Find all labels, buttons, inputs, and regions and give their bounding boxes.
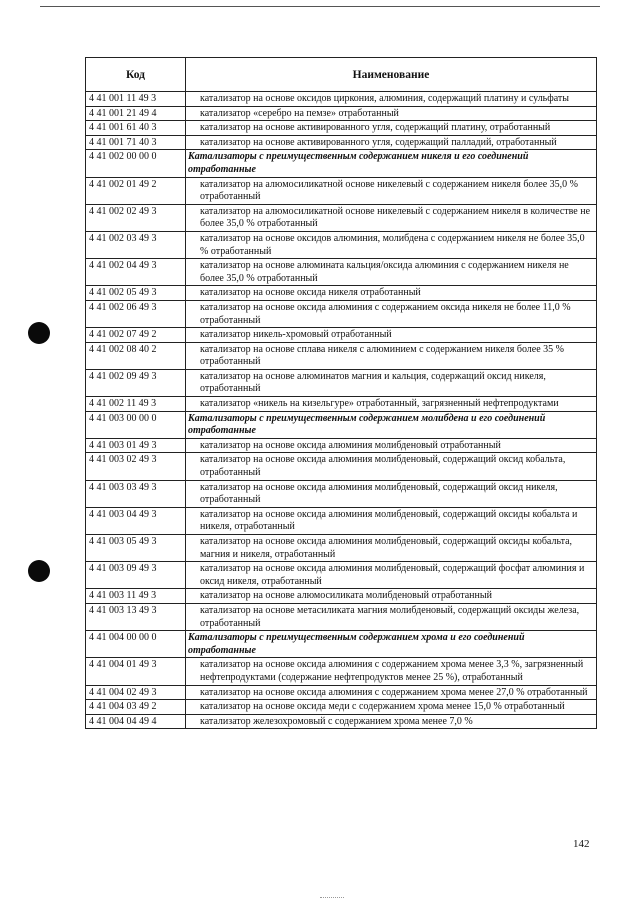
table-row — [86, 603, 597, 630]
table-row — [86, 685, 597, 700]
name-cell: катализатор «серебро на пемзе» отработанный — [186, 106, 597, 121]
table-body — [86, 92, 597, 729]
name-cell: катализатор на основе оксида алюминия молибденовый, содержащий оксид никеля, отработанный — [186, 480, 597, 507]
table-row — [86, 328, 597, 343]
code-cell: 4 41 002 06 49 3 — [86, 300, 186, 327]
code-cell: 4 41 002 11 49 3 — [86, 397, 186, 412]
code-cell: 4 41 002 05 49 3 — [86, 286, 186, 301]
table-row — [86, 106, 597, 121]
name-cell: катализатор на основе оксида алюминия молибденовый отработанный — [186, 438, 597, 453]
table-row — [86, 342, 597, 369]
table-row — [86, 92, 597, 107]
punch-hole — [28, 322, 50, 344]
name-cell: катализатор никель-хромовый отработанный — [186, 328, 597, 343]
table-row — [86, 300, 597, 327]
table-row — [86, 507, 597, 534]
table-row — [86, 204, 597, 231]
section-title-cell: Катализаторы с преимущественным содержанием молибдена и его соединений отработанные — [186, 411, 597, 438]
page-number: 142 — [573, 838, 590, 850]
code-cell: 4 41 002 01 49 2 — [86, 177, 186, 204]
code-cell: 4 41 003 05 49 3 — [86, 535, 186, 562]
name-cell: катализатор на алюмосиликатной основе никелевый с содержанием никеля более 35,0 % отработанный — [186, 177, 597, 204]
code-cell: 4 41 003 04 49 3 — [86, 507, 186, 534]
code-cell: 4 41 003 00 00 0 — [86, 411, 186, 438]
table-row — [86, 231, 597, 258]
name-cell: катализатор на основе оксида алюминия с содержанием хрома менее 3,3 %, загрязненный нефтепродуктами (содержание нефтепродуктов менее 25 %), отработанный — [186, 658, 597, 685]
table-row — [86, 480, 597, 507]
code-cell: 4 41 003 01 49 3 — [86, 438, 186, 453]
code-cell: 4 41 003 09 49 3 — [86, 562, 186, 589]
table-row — [86, 135, 597, 150]
punch-hole — [28, 560, 50, 582]
waste-code-table-container — [85, 57, 596, 729]
name-cell: катализатор на основе оксида алюминия молибденовый, содержащий фосфат алюминия и оксид никеля, отработанный — [186, 562, 597, 589]
code-cell: 4 41 004 02 49 3 — [86, 685, 186, 700]
name-cell: катализатор на основе алюминатов магния и кальция, содержащий оксид никеля, отработанный — [186, 369, 597, 396]
table-row — [86, 714, 597, 729]
code-cell: 4 41 002 02 49 3 — [86, 204, 186, 231]
table-row — [86, 369, 597, 396]
name-cell: катализатор «никель на кизельгуре» отработанный, загрязненный нефтепродуктами — [186, 397, 597, 412]
name-cell: катализатор на основе метасиликата магния молибденовый, содержащий оксиды железа, отработанный — [186, 603, 597, 630]
name-cell: катализатор на основе алюмосиликата молибденовый отработанный — [186, 589, 597, 604]
code-cell: 4 41 004 03 49 2 — [86, 700, 186, 715]
name-cell: катализатор на основе активированного угля, содержащий палладий, отработанный — [186, 135, 597, 150]
section-title-cell: Катализаторы с преимущественным содержанием никеля и его соединений отработанные — [186, 150, 597, 177]
table-row — [86, 700, 597, 715]
section-row — [86, 411, 597, 438]
table-row — [86, 562, 597, 589]
code-cell: 4 41 002 00 00 0 — [86, 150, 186, 177]
name-cell: катализатор на основе оксидов циркония, алюминия, содержащий платину и сульфаты — [186, 92, 597, 107]
name-cell: катализатор на основе оксида никеля отработанный — [186, 286, 597, 301]
code-cell: 4 41 002 08 40 2 — [86, 342, 186, 369]
name-cell: катализатор на основе оксидов алюминия, молибдена с содержанием никеля не более 35,0 % отработанный — [186, 231, 597, 258]
name-cell: катализатор на основе оксида алюминия молибденовый, содержащий оксиды кобальта, магния и никеля, отработанный — [186, 535, 597, 562]
name-cell: катализатор на алюмосиликатной основе никелевый с содержанием никеля в количестве не более 35,0 % отработанный — [186, 204, 597, 231]
name-cell: катализатор на основе оксида алюминия молибденовый, содержащий оксид кобальта, отработанный — [186, 453, 597, 480]
table-row — [86, 453, 597, 480]
table-row — [86, 259, 597, 286]
bottom-scan-mark — [320, 897, 344, 898]
name-cell: катализатор на основе оксида алюминия с содержанием хрома менее 27,0 % отработанный — [186, 685, 597, 700]
name-cell: катализатор железохромовый с содержанием хрома менее 7,0 % — [186, 714, 597, 729]
section-title-cell: Катализаторы с преимущественным содержанием хрома и его соединений отработанные — [186, 631, 597, 658]
code-cell: 4 41 001 61 40 3 — [86, 121, 186, 136]
code-cell: 4 41 001 11 49 3 — [86, 92, 186, 107]
column-header-code: Код — [86, 58, 186, 92]
table-header-row — [86, 58, 597, 92]
table-row — [86, 397, 597, 412]
code-cell: 4 41 003 03 49 3 — [86, 480, 186, 507]
name-cell: катализатор на основе оксида алюминия молибденовый, содержащий оксиды кобальта и никеля, отработанный — [186, 507, 597, 534]
code-cell: 4 41 003 13 49 3 — [86, 603, 186, 630]
table-row — [86, 658, 597, 685]
table-row — [86, 438, 597, 453]
code-cell: 4 41 004 00 00 0 — [86, 631, 186, 658]
code-cell: 4 41 001 21 49 4 — [86, 106, 186, 121]
name-cell: катализатор на основе оксида алюминия с содержанием оксида никеля не более 11,0 % отработанный — [186, 300, 597, 327]
name-cell: катализатор на основе оксида меди с содержанием хрома менее 15,0 % отработанный — [186, 700, 597, 715]
code-cell: 4 41 002 09 49 3 — [86, 369, 186, 396]
code-cell: 4 41 002 03 49 3 — [86, 231, 186, 258]
section-row — [86, 150, 597, 177]
table-row — [86, 121, 597, 136]
name-cell: катализатор на основе алюмината кальция/оксида алюминия с содержанием никеля не более 35,0 % отработанный — [186, 259, 597, 286]
code-cell: 4 41 003 11 49 3 — [86, 589, 186, 604]
code-cell: 4 41 001 71 40 3 — [86, 135, 186, 150]
waste-code-table — [85, 57, 597, 729]
section-row — [86, 631, 597, 658]
table-row — [86, 286, 597, 301]
name-cell: катализатор на основе активированного угля, содержащий платину, отработанный — [186, 121, 597, 136]
table-row — [86, 589, 597, 604]
code-cell: 4 41 002 07 49 2 — [86, 328, 186, 343]
table-row — [86, 535, 597, 562]
code-cell: 4 41 004 01 49 3 — [86, 658, 186, 685]
code-cell: 4 41 002 04 49 3 — [86, 259, 186, 286]
code-cell: 4 41 004 04 49 4 — [86, 714, 186, 729]
table-row — [86, 177, 597, 204]
name-cell: катализатор на основе сплава никеля с алюминием с содержанием никеля более 35 % отработанный — [186, 342, 597, 369]
column-header-name: Наименование — [186, 58, 597, 92]
top-rule — [40, 6, 600, 7]
code-cell: 4 41 003 02 49 3 — [86, 453, 186, 480]
